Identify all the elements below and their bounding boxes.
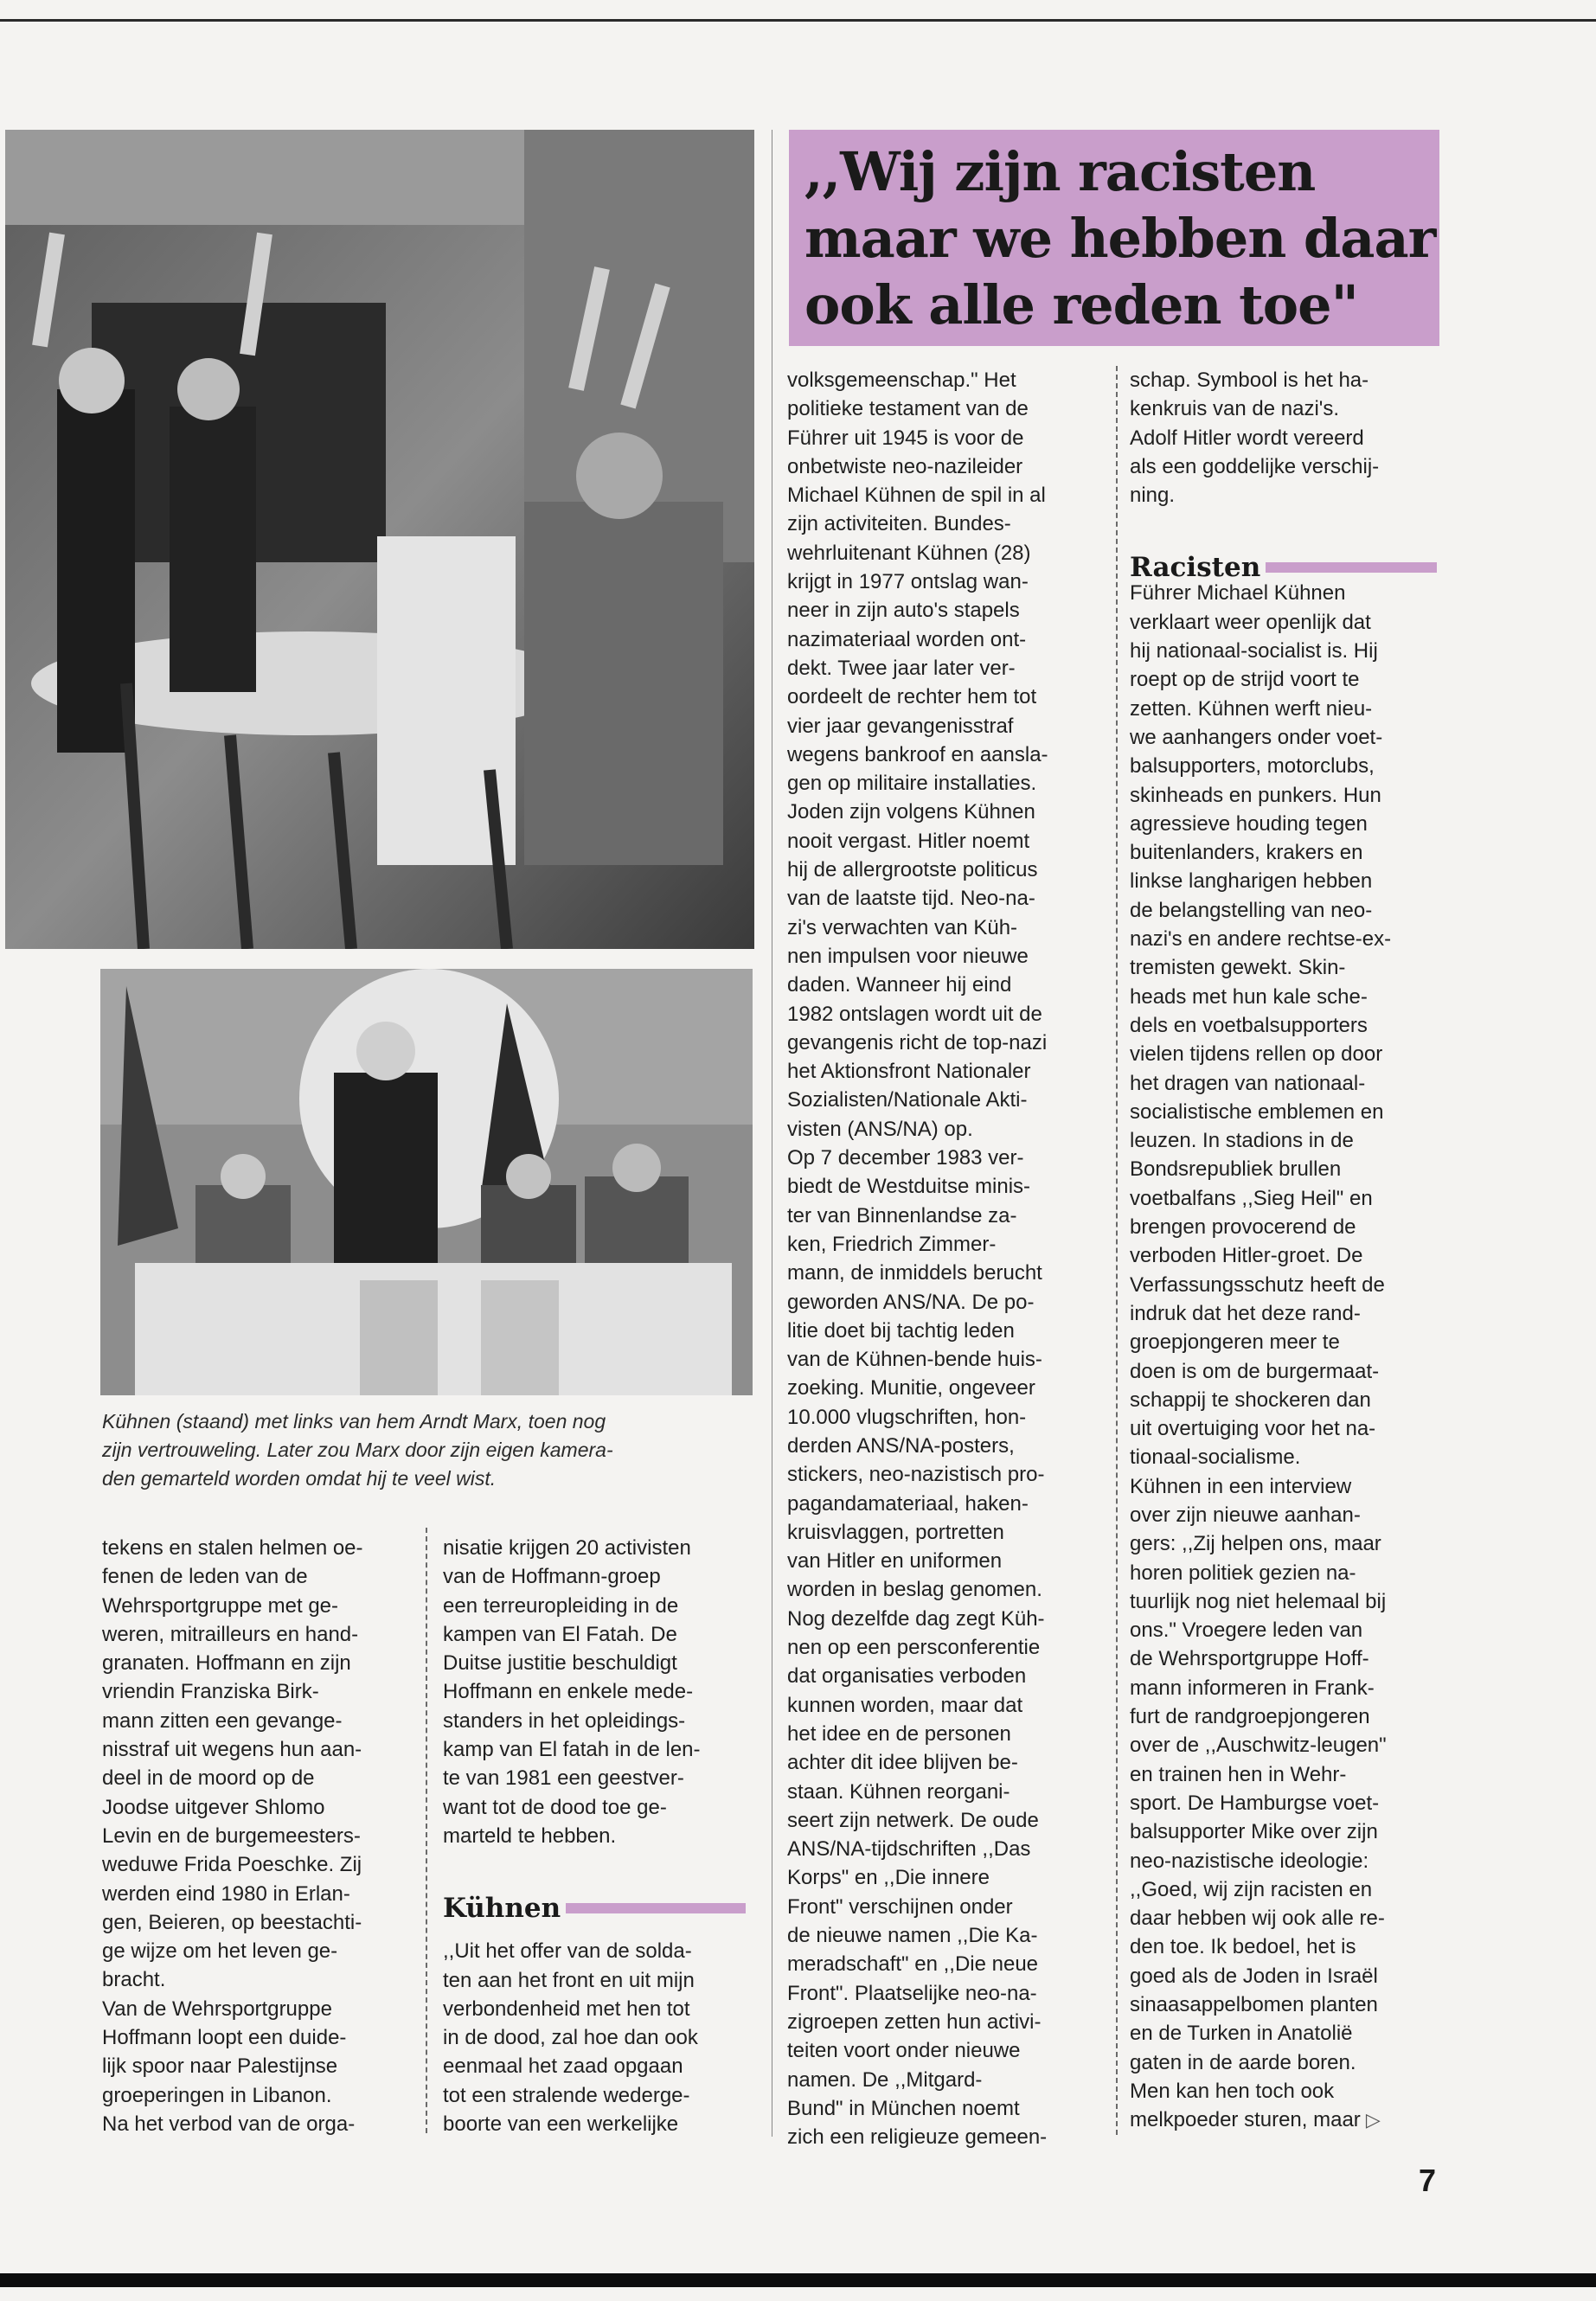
text-line: Kühnen in een interview [1130, 1474, 1352, 1498]
text-line: mann informeren in Frank- [1130, 1676, 1375, 1700]
text-line: en de Turken in Anatolië [1130, 2022, 1353, 2046]
subheading-bar [1266, 562, 1437, 573]
photo-bottom-image [100, 969, 753, 1395]
text-line: nooit vergast. Hitler noemt [787, 829, 1030, 853]
text-line: groeperingen in Libanon. [102, 2083, 332, 2107]
column-d-bottom [1130, 579, 1450, 2134]
text-line: want tot de dood toe ge- [443, 1795, 667, 1819]
text-line: we aanhangers onder voet- [1130, 725, 1383, 749]
text-line: Men kan hen toch ook [1130, 2079, 1335, 2103]
text-line: goed als de Joden in Israël [1130, 1964, 1378, 1988]
text-line: gers: ,,Zij helpen ons, maar [1130, 1532, 1381, 1556]
text-line: marteld te hebben. [443, 1823, 617, 1848]
text-line: politieke testament van de [787, 397, 1029, 421]
text-line: zijn activiteiten. Bundes- [787, 512, 1011, 536]
text-line: buitenlanders, krakers en [1130, 841, 1363, 865]
text-line: de Wehrsportgruppe Hoff- [1130, 1647, 1369, 1671]
body-column-c [787, 366, 1099, 2151]
text-line: nisatie krijgen 20 activisten [443, 1536, 691, 1560]
text-line: werden eind 1980 in Erlan- [102, 1881, 350, 1906]
text-line: dekt. Twee jaar later ver- [787, 656, 1016, 680]
text-line: kenkruis van de nazi's. [1130, 397, 1340, 421]
text-line: vielen tijdens rellen op door [1130, 1042, 1383, 1067]
text-line: en trainen hen in Wehr- [1130, 1762, 1347, 1786]
text-line: bracht. [102, 1968, 166, 1992]
text-line: verklaart weer openlijk dat [1130, 610, 1371, 634]
text-line: dat organisaties verboden [787, 1664, 1027, 1689]
text-line: Levin en de burgemeesters- [102, 1823, 361, 1848]
text-line: Sozialisten/Nationale Akti- [787, 1088, 1028, 1112]
subheading-bar [566, 1903, 746, 1913]
text-line: ons." Vroegere leden van [1130, 1618, 1363, 1643]
text-line: lijk spoor naar Palestijnse [102, 2054, 338, 2079]
text-line: gen, Beieren, op beestachti- [102, 1910, 362, 1934]
text-line: seert zijn netwerk. De oude [787, 1808, 1039, 1832]
text-line: tekens en stalen helmen oe- [102, 1536, 363, 1560]
column-divider [426, 1528, 427, 2133]
text-line: Joodse uitgever Shlomo [102, 1795, 325, 1819]
text-line: nazimateriaal worden ont- [787, 627, 1027, 651]
column-b-bottom [443, 1937, 754, 2138]
text-line: melkpoeder sturen, maar ▷ [1130, 2108, 1381, 2132]
text-line: gen op militaire installaties. [787, 772, 1037, 796]
text-line: meradschaft" en ,,Die neue [787, 1952, 1039, 1977]
text-line: nazi's en andere rechtse-ex- [1130, 927, 1392, 952]
text-line: sinaasappelbomen planten [1130, 1993, 1378, 2017]
text-line: eenmaal het zaad opgaan [443, 2054, 683, 2079]
text-line: tionaal-socialisme. [1130, 1445, 1301, 1470]
page-number: 7 [1419, 2163, 1437, 2198]
text-line: het idee en de personen [787, 1721, 1011, 1746]
text-line: weduwe Frida Poeschke. Zij [102, 1853, 362, 1877]
text-line: boorte van een werkelijke [443, 2112, 679, 2137]
text-line: namen. De ,,Mitgard- [787, 2067, 983, 2092]
text-line: van de laatste tijd. Neo-na- [787, 887, 1035, 911]
text-line: gaten in de aarde boren. [1130, 2050, 1356, 2074]
text-line: Bund" in München noemt [787, 2096, 1020, 2120]
text-line: indruk dat het deze rand- [1130, 1301, 1361, 1325]
text-line: schappij te shockeren dan [1130, 1388, 1371, 1412]
text-line: Joden zijn volgens Kühnen [787, 800, 1035, 824]
photo-top [5, 130, 754, 949]
text-line: uit overtuiging voor het na- [1130, 1417, 1376, 1441]
text-line: Van de Wehrsportgruppe [102, 1997, 332, 2021]
text-line: het Aktionsfront Nationaler [787, 1060, 1031, 1084]
text-line: ANS/NA-tijdschriften ,,Das [787, 1837, 1031, 1862]
text-line: ten aan het front en uit mijn [443, 1968, 695, 1992]
photo-bottom [100, 969, 753, 1395]
text-line: nen impulsen voor nieuwe [787, 944, 1029, 968]
text-line: sport. De Hamburgse voet- [1130, 1791, 1380, 1815]
text-line: staan. Kühnen reorgani- [787, 1779, 1010, 1804]
text-line: onbetwiste neo-nazileider [787, 454, 1023, 478]
text-line: groepjongeren meer te [1130, 1330, 1340, 1355]
text-line: doen is om de burgermaat- [1130, 1359, 1380, 1383]
text-line: fenen de leden van de [102, 1565, 308, 1589]
text-line: zigroepen zetten hun activi- [787, 2009, 1042, 2034]
text-line: Front". Plaatselijke neo-na- [787, 1981, 1037, 2005]
text-line: standers in het opleidings- [443, 1708, 686, 1733]
text-line: tremisten gewekt. Skin- [1130, 956, 1346, 980]
body-column-a [102, 1534, 409, 2138]
text-line: Front" verschijnen onder [787, 1894, 1013, 1919]
caption-line: zijn vertrouweling. Later zou Marx door zijn eigen kamera- [102, 1439, 613, 1461]
text-line: litie doet bij tachtig leden [787, 1318, 1015, 1343]
text-line: teiten voort onder nieuwe [787, 2039, 1021, 2063]
text-line: in de dood, zal hoe dan ook [443, 2026, 698, 2050]
column-b-top [443, 1534, 754, 1850]
text-line: Michael Kühnen de spil in al [787, 484, 1046, 508]
text-line: derden ANS/NA-posters, [787, 1433, 1015, 1458]
text-line: vier jaar gevangenisstraf [787, 714, 1014, 738]
subheading-racisten [1130, 552, 1437, 583]
text-line: Bondsrepubliek brullen [1130, 1157, 1342, 1182]
text-line: brengen provocerend de [1130, 1215, 1356, 1240]
text-line: kunnen worden, maar dat [787, 1693, 1023, 1717]
text-line: over de ,,Auschwitz-leugen" [1130, 1734, 1387, 1758]
text-line: kamp van El fatah in de len- [443, 1738, 701, 1762]
text-line: gevangenis richt de top-nazi [787, 1030, 1048, 1054]
text-line: ,,Goed, wij zijn racisten en [1130, 1877, 1373, 1901]
text-line: socialistische emblemen en [1130, 1099, 1384, 1124]
text-line: ge wijze om het leven ge- [102, 1939, 338, 1964]
text-line: worden in beslag genomen. [787, 1578, 1042, 1602]
text-line: deel in de moord op de [102, 1766, 315, 1791]
text-line: de nieuwe namen ,,Die Ka- [787, 1924, 1038, 1948]
text-line: tot een stralende wederge- [443, 2083, 690, 2107]
text-line: roept op de strijd voort te [1130, 668, 1360, 692]
text-line: Adolf Hitler wordt vereerd [1130, 426, 1364, 450]
text-line: kampen van El Fatah. De [443, 1622, 677, 1646]
text-line: skinheads en punkers. Hun [1130, 783, 1381, 807]
text-line: wegens bankroof en aansla- [787, 742, 1048, 766]
text-line: oordeelt de rechter hem tot [787, 685, 1037, 709]
text-line: daden. Wanneer hij eind [787, 973, 1012, 997]
text-line: zetten. Kühnen werft nieu- [1130, 696, 1373, 721]
column-d-top [1130, 366, 1450, 510]
text-line: verbondenheid met hen tot [443, 1997, 690, 2021]
text-line: zi's verwachten van Küh- [787, 915, 1018, 939]
text-line: voetbalfans ,,Sieg Heil" en [1130, 1186, 1373, 1210]
text-line: weren, mitrailleurs en hand- [102, 1622, 359, 1646]
text-line: pagandamateriaal, haken- [787, 1491, 1029, 1516]
text-line: agressieve houding tegen [1130, 811, 1368, 836]
text-line: Op 7 december 1983 ver- [787, 1146, 1024, 1170]
text-line: te van 1981 een geestver- [443, 1766, 684, 1791]
continue-arrow-icon: ▷ [1360, 2109, 1381, 2131]
text-line: daar hebben wij ook alle re- [1130, 1907, 1385, 1931]
text-line: van Hitler en uniformen [787, 1549, 1003, 1574]
text-line: het dragen van nationaal- [1130, 1071, 1366, 1095]
text-line: linkse langharigen hebben [1130, 869, 1373, 894]
text-line: neer in zijn auto's stapels [787, 599, 1020, 623]
bottom-rule [0, 2273, 1596, 2287]
text-line: mann zitten een gevange- [102, 1708, 343, 1733]
text-line: tuurlijk nog niet helemaal bij [1130, 1589, 1387, 1613]
subheading-text: Racisten [1130, 552, 1261, 583]
text-line: geworden ANS/NA. De po- [787, 1290, 1035, 1314]
text-line: Duitse justitie beschuldigt [443, 1651, 677, 1676]
text-line: balsupporters, motorclubs, [1130, 754, 1375, 779]
text-line: volksgemeenschap." Het [787, 369, 1016, 392]
text-line: zich een religieuze gemeen- [787, 2125, 1048, 2150]
text-line: granaten. Hoffmann en zijn [102, 1651, 351, 1676]
text-line: biedt de Westduitse minis- [787, 1175, 1031, 1199]
text-line: zoeking. Munitie, ongeveer [787, 1376, 1035, 1400]
text-line: balsupporter Mike over zijn [1130, 1820, 1378, 1844]
text-line: den toe. Ik bedoel, het is [1130, 1935, 1356, 1959]
text-line: heads met hun kale sche- [1130, 984, 1368, 1009]
text-line: Nog dezelfde dag zegt Küh- [787, 1606, 1045, 1631]
text-line: 1982 ontslagen wordt uit de [787, 1002, 1042, 1026]
subheading-kuhnen [443, 1893, 746, 1924]
text-line: Hoffmann loopt een duide- [102, 2026, 347, 2050]
body-column-b [443, 1534, 754, 2138]
text-line: krijgt in 1977 ontslag wan- [787, 570, 1029, 594]
text-line: Na het verbod van de orga- [102, 2112, 356, 2136]
text-line: horen politiek gezien na- [1130, 1561, 1356, 1585]
text-line: achter dit idee blijven be- [787, 1751, 1018, 1775]
text-line: neo-nazistische ideologie: [1130, 1849, 1369, 1873]
text-line: Verfassungsschutz heeft de [1130, 1272, 1385, 1297]
top-rule [0, 19, 1596, 22]
text-line: een terreuropleiding in de [443, 1593, 679, 1618]
headline [804, 138, 1436, 338]
text-line: dels en voetbalsupporters [1130, 1013, 1368, 1037]
text-line: over zijn nieuwe aanhan- [1130, 1503, 1361, 1527]
text-line: stickers, neo-nazistisch pro- [787, 1463, 1045, 1487]
text-line: schap. Symbool is het ha- [1130, 369, 1369, 392]
headline-line: ook alle reden toe" [804, 273, 1358, 336]
text-line: nen op een persconferentie [787, 1636, 1041, 1660]
text-line: Wehrsportgruppe met ge- [102, 1593, 339, 1618]
text-line: visten (ANS/NA) op. [787, 1117, 973, 1141]
text-line: ter van Binnenlandse za- [787, 1203, 1017, 1227]
text-line: ken, Friedrich Zimmer- [787, 1232, 997, 1256]
photo-top-image [5, 130, 754, 949]
text-line: hij nationaal-socialist is. Hij [1130, 639, 1378, 663]
text-line: leuzen. In stadions in de [1130, 1129, 1354, 1153]
caption-line: Kühnen (staand) met links van hem Arndt Marx, toen nog [102, 1410, 606, 1433]
photo-caption [102, 1407, 747, 1493]
text-line: Führer Michael Kühnen [1130, 581, 1346, 606]
column-divider [1116, 366, 1118, 2135]
text-line: mann, de inmiddels berucht [787, 1261, 1042, 1285]
text-line: vriendin Franziska Birk- [102, 1680, 319, 1704]
text-line: ,,Uit het offer van de solda- [443, 1939, 692, 1964]
body-column-d [1130, 366, 1450, 2135]
text-line: kruisvlaggen, portretten [787, 1520, 1004, 1544]
text-line: Führer uit 1945 is voor de [787, 426, 1024, 450]
text-line: ning. [1130, 484, 1176, 508]
text-line: van de Hoffmann-groep [443, 1565, 661, 1589]
text-line: hij de allergrootste politicus [787, 858, 1038, 882]
text-line: nisstraf uit wegens hun aan- [102, 1738, 362, 1762]
headline-line: maar we hebben daar [804, 207, 1436, 270]
text-line: van de Kühnen-bende huis- [787, 1348, 1042, 1372]
subheading-text: Kühnen [443, 1893, 561, 1924]
text-line: als een goddelijke verschij- [1130, 454, 1380, 478]
headline-line: ,,Wij zijn racisten [804, 140, 1316, 203]
text-line: wehrluitenant Kühnen (28) [787, 541, 1031, 565]
text-line: de belangstelling van neo- [1130, 898, 1373, 922]
text-line: Korps" en ,,Die innere [787, 1866, 990, 1890]
text-line: furt de randgroepjongeren [1130, 1705, 1370, 1729]
headline-box [789, 130, 1439, 346]
text-line: Hoffmann en enkele mede- [443, 1680, 694, 1704]
caption-line: den gemarteld worden omdat hij te veel wist. [102, 1467, 497, 1490]
text-line: verboden Hitler-groet. De [1130, 1244, 1363, 1268]
text-line: 10.000 vlugschriften, hon- [787, 1405, 1027, 1429]
